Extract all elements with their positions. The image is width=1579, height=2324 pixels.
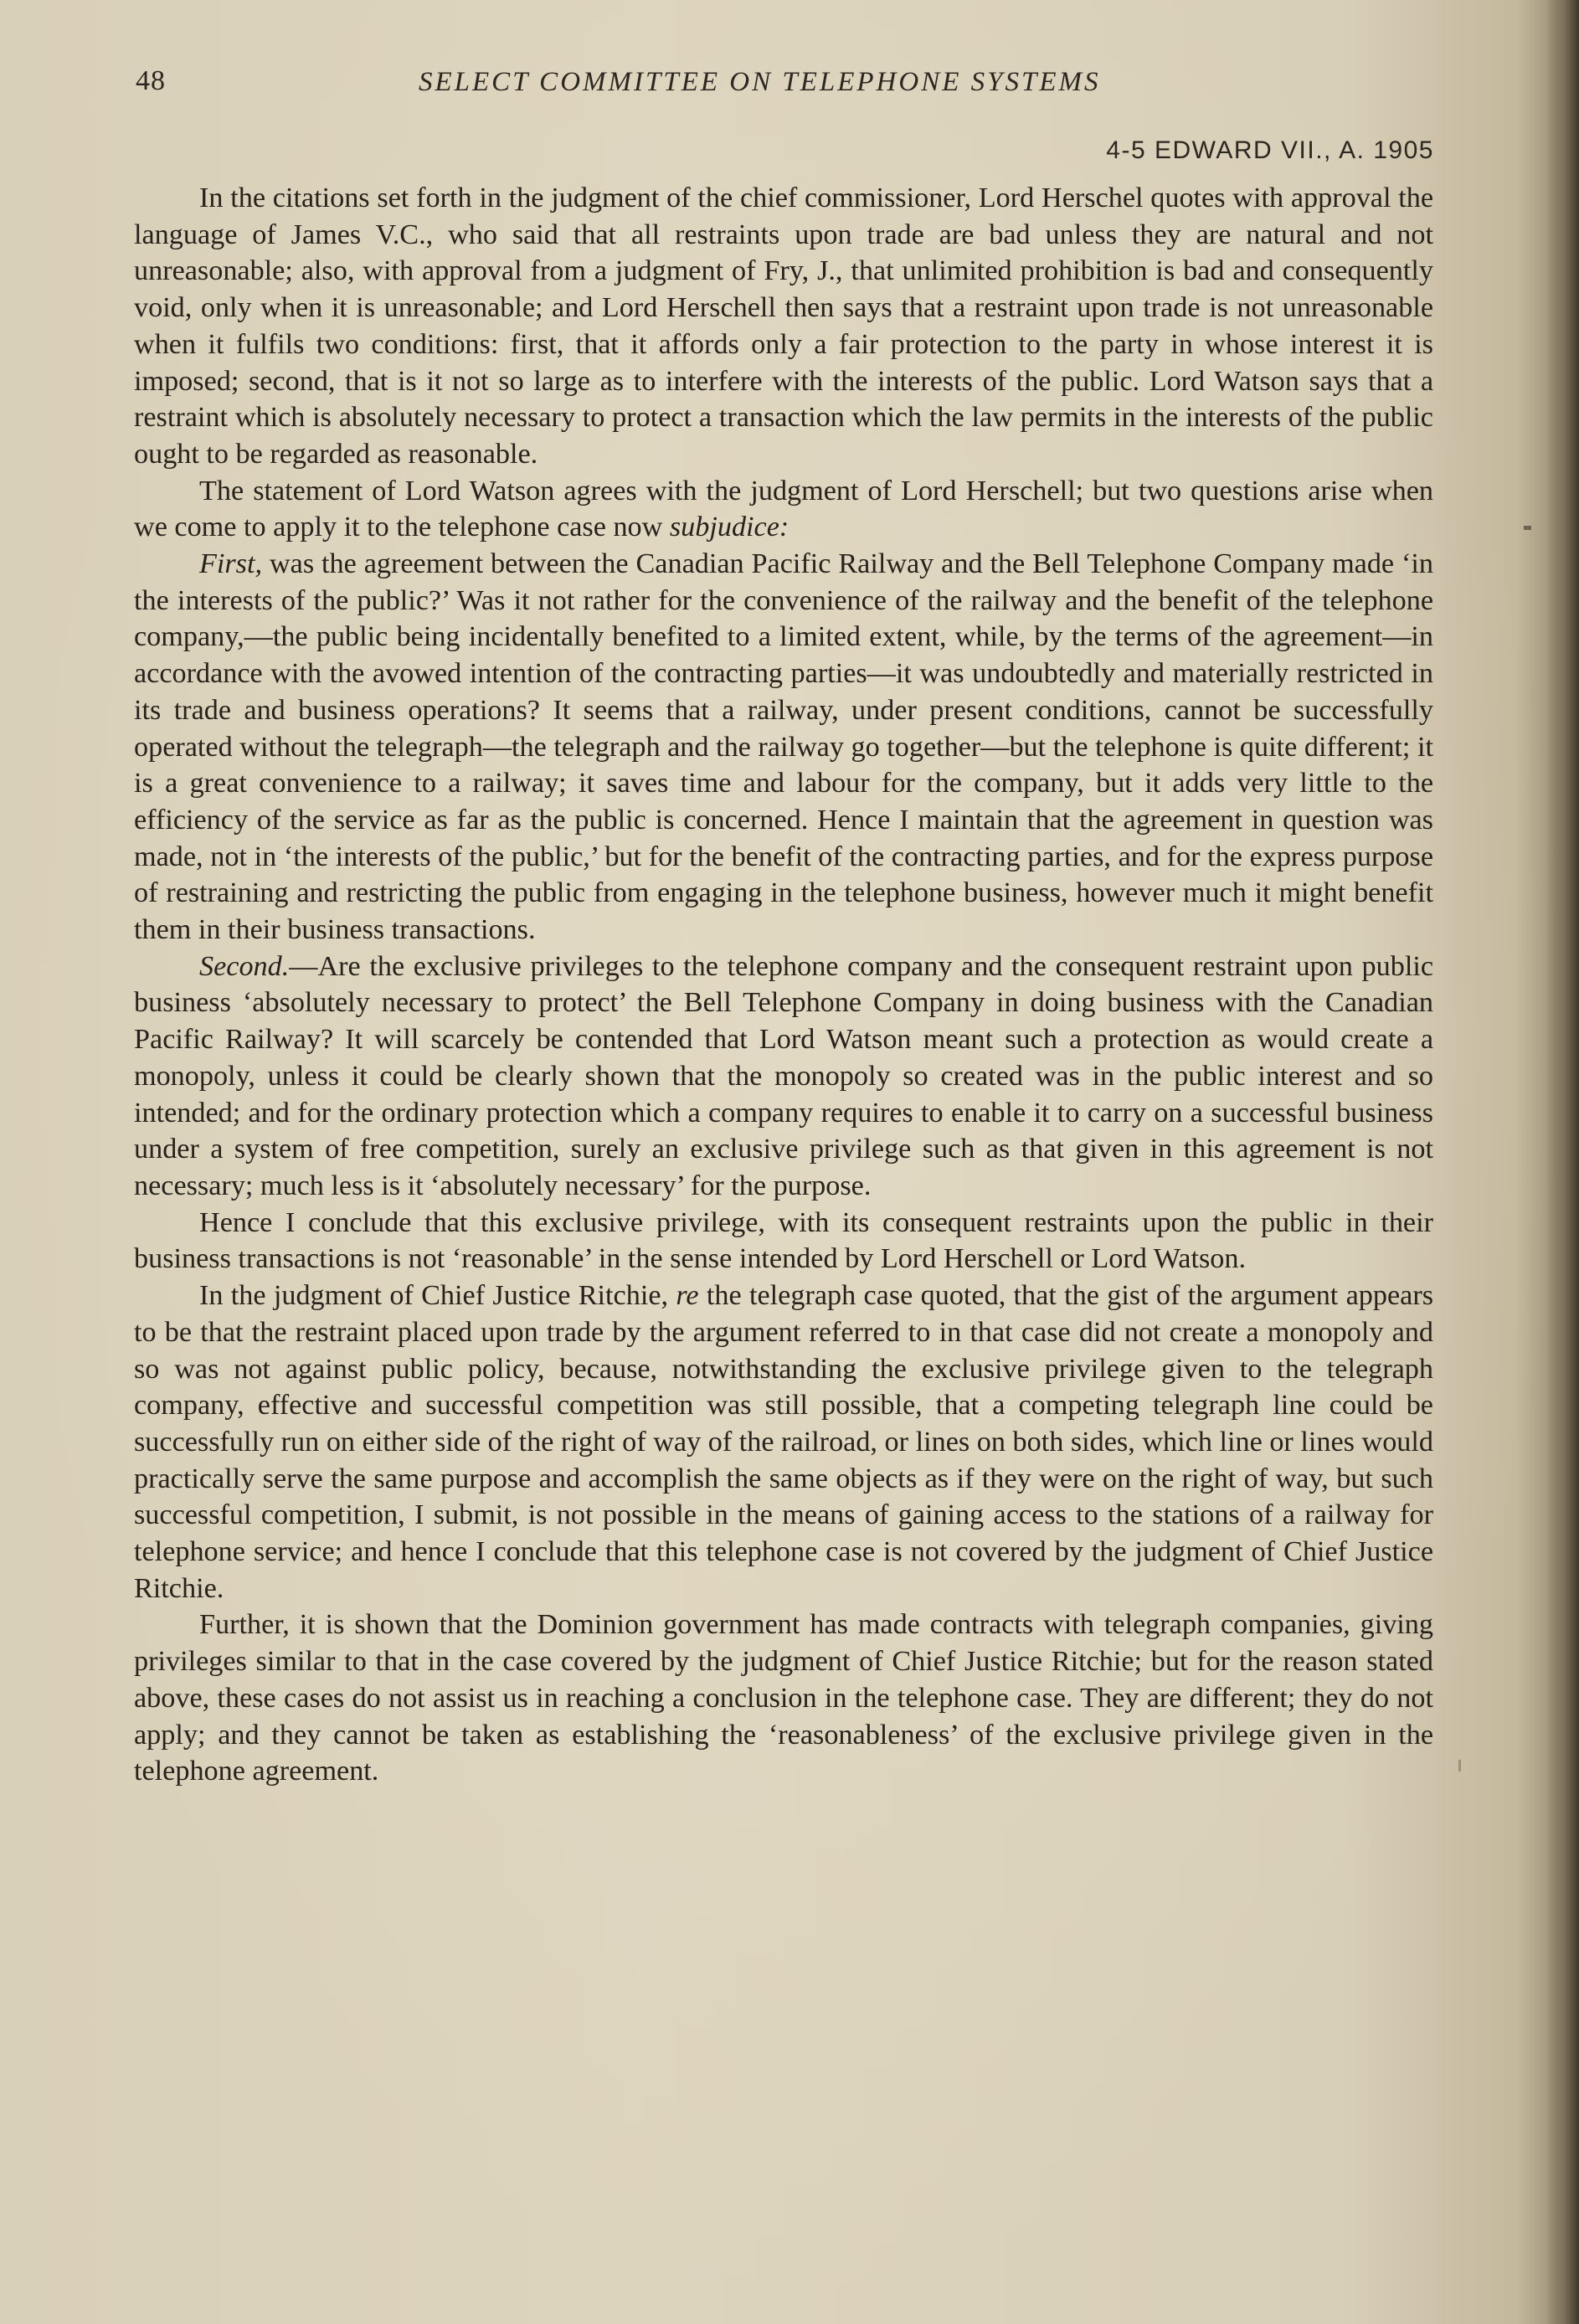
italic-lead: First, (199, 548, 263, 580)
paragraph-text: —Are the exclusive privileges to the telephone company and the consequent restraint upon public business ‘absolutely necessary to protect’ the Bell Telephone Company in doing business with the Canadian Pacific Railway? It will scarcely be contended that Lord Watson meant such a protection as would create a monopoly, unless it could be clearly shown that the monopoly so created was in the public interest and so intended; and for the ordinary protection which a company requires to enable it to carry on a successful business under a system of free competition, surely an exclusive privilege such as that given in this agreement is not necessary; much less is it ‘absolutely necessary’ for the purpose. (134, 950, 1433, 1201)
paragraph-text: In the judgment of Chief Justice Ritchie, (199, 1280, 669, 1312)
italic-lead: Second. (199, 950, 290, 982)
paragraph-first-question (134, 546, 1433, 949)
paragraph-second-question (134, 949, 1433, 1205)
paragraph-citations: In the citations set forth in the judgment of the chief commissioner, Lord Herschel quotes with approval the language of James V.C., who said that all restraints upon trade are bad unless they are natural and not unreasonable; also, with approval from a judgment of Fry, J., that unlimited prohibition is bad and consequently void, only when it is unreasonable; and Lord Herschell then says that a restraint upon trade is not unreasonable when it fulfils two conditions: first, that it affords only a fair protection to the party in whose interest it is imposed; second, that is it not so large as to interfere with the interests of the public. Lord Watson says that a restraint which is absolutely necessary to protect a transaction which the law permits in the interests of the public ought to be regarded as reasonable. (134, 183, 1433, 470)
paragraph-text: The statement of Lord Watson agrees with the judgment of Lord Herschell; but two questions arise when we come to apply it to the telephone case now (134, 475, 1433, 543)
paragraph-ritchie-judgment (134, 1278, 1433, 1607)
paragraph-text: the telegraph case quoted, that the gist of the argument appears to be that the restraint placed upon trade by the argument referred to in that case did not create a monopoly and so was not against public policy, because, notwithstanding the exclusive privilege given to the telegraph company, effective and successful competition was still possible, that a competing telegraph line could be successfully run on either side of the right of way of the railroad, or lines on both sides, which line or lines would practically serve the same purpose and accomplish the same objects as if they were on the right of way, but such successful competition, I submit, is not possible in the means of gaining access to the stations of a railway for telephone service; and hence I conclude that this telephone case is not covered by the judgment of Chief Justice Ritchie. (134, 1280, 1434, 1604)
paragraph-text: was the agreement between the Canadian Pacific Railway and the Bell Telephone Company made ‘in the interests of the public?’ Was it not rather for the convenience of the railway and the benefit of the telephone company,—the public being incidentally benefited to a limited extent, while, by the terms of the agreement—in accordance with the avowed intention of the contracting parties—it was undoubtedly and materially restricted in its trade and business operations? It seems that a railway, under present conditions, cannot be successfully operated without the telegraph—the telegraph and the railway go together—but the telephone is quite different; it is a great convenience to a railway; it saves time and labour for the company, but it adds very little to the efficiency of the service as far as the public is concerned. Hence I maintain that the agreement in question was made, not in ‘the interests of the public,’ but for the benefit of the contracting parties, and for the express purpose of restraining and restricting the public from engaging in the telephone business, however much it might benefit them in their business transactions. (134, 548, 1433, 946)
session-reference: 4-5 EDWARD VII., A. 1905 (1106, 136, 1434, 164)
paragraph-conclusion: Hence I conclude that this exclusive privilege, with its consequent restraints upon the public in their business transactions is not ‘reasonable’ in the sense intended by Lord Herschell or Lord Watson. (134, 1206, 1433, 1275)
paragraph-watson-statement (134, 473, 1433, 546)
page-number: 48 (136, 65, 166, 96)
body-text (134, 180, 1433, 1790)
paragraph-dominion-government: Further, it is shown that the Dominion government has made contracts with telegraph companies, giving privileges similar to that in the case covered by the judgment of Chief Justice Ritchie; but for the reason stated above, these cases do not assist us in reaching a conclusion in the telephone case. They are different; they do not apply; and they cannot be taken as establishing the ‘reasonableness’ of the exclusive privilege given in the telephone agreement. (134, 1609, 1433, 1787)
italic-term: subjudice: (669, 512, 790, 543)
book-spine-shadow (1546, 0, 1579, 2324)
margin-speck (1524, 526, 1531, 530)
running-title: SELECT COMMITTEE ON TELEPHONE SYSTEMS (419, 67, 1101, 97)
italic-term: re (676, 1280, 699, 1312)
margin-speck (1458, 1760, 1461, 1771)
